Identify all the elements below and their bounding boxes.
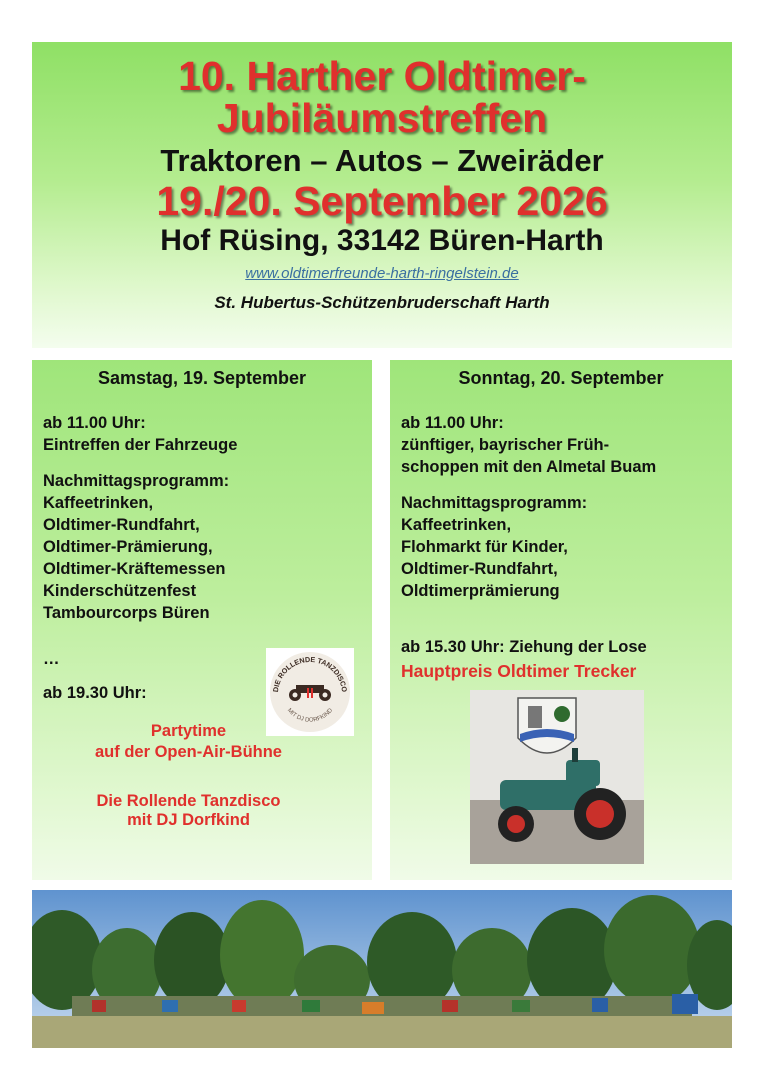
event-date: 19./20. September 2026 [156,178,608,224]
event-subtitle: Traktoren – Autos – Zweiräder [160,143,604,178]
list-item: Oldtimer-Kräftemessen [43,560,226,578]
website-link[interactable]: www.oldtimerfreunde-harth-ringelstein.de [245,265,519,282]
list-item: Oldtimerprämierung [401,582,560,600]
event-location: Hof Rüsing, 33142 Büren-Harth [160,224,604,257]
disco-line2: mit DJ Dorfkind [127,811,250,829]
saturday-column [32,360,372,880]
organizer: St. Hubertus-Schützenbruderschaft Harth [214,293,550,312]
logo-text-top: DIE ROLLENDE TANZDISCO [270,654,350,693]
sunday-brunch-line2: schoppen mit den Almetal Buam [401,458,657,476]
list-item: Kinderschützenfest [43,582,197,600]
saturday-heading: Samstag, 19. September [97,368,307,388]
party-line1: Partytime [150,722,227,740]
list-item: Flohmarkt für Kinder, [401,538,568,556]
logo-text-bottom: MIT DJ DORFKIND [285,707,335,724]
sunday-column [390,360,732,880]
list-item: Kaffeetrinken, [401,516,512,534]
event-header [32,42,732,348]
main-prize: Hauptpreis Oldtimer Trecker [401,661,637,681]
sunday-program-heading: Nachmittagsprogramm: [401,494,588,512]
list-item: Oldtimer-Prämierung, [43,538,213,556]
event-title-line1: 10. Harther Oldtimer- [178,53,586,99]
party-line2: auf der Open-Air-Bühne [94,743,282,761]
disco-line1: Die Rollende Tanzdisco [96,792,281,810]
event-title-line2: Jubiläumstreffen [216,95,548,141]
saturday-ellipsis: … [43,650,60,668]
saturday-program-heading: Nachmittagsprogramm: [43,472,230,490]
list-item: Oldtimer-Rundfahrt, [401,560,558,578]
sunday-program [401,492,587,602]
list-item: Oldtimer-Rundfahrt, [43,516,200,534]
tractor-photo [470,690,644,864]
field-tractors-photo [32,890,732,1048]
sunday-heading: Sonntag, 20. September [458,368,664,388]
saturday-time2: ab 19.30 Uhr: [43,684,147,702]
list-item: Kaffeetrinken, [43,494,154,512]
saturday-arrival: Eintreffen der Fahrzeuge [43,436,238,454]
sunday-time1: ab 11.00 Uhr: [401,414,504,432]
saturday-time1: ab 11.00 Uhr: [43,414,146,432]
sunday-morning [401,412,656,478]
sunday-lottery: ab 15.30 Uhr: Ziehung der Lose [401,638,647,656]
saturday-morning [43,412,237,456]
sunday-brunch-line1: zünftiger, bayrischer Früh- [401,436,610,454]
list-item: Tambourcorps Büren [43,604,210,622]
saturday-program [43,470,229,624]
